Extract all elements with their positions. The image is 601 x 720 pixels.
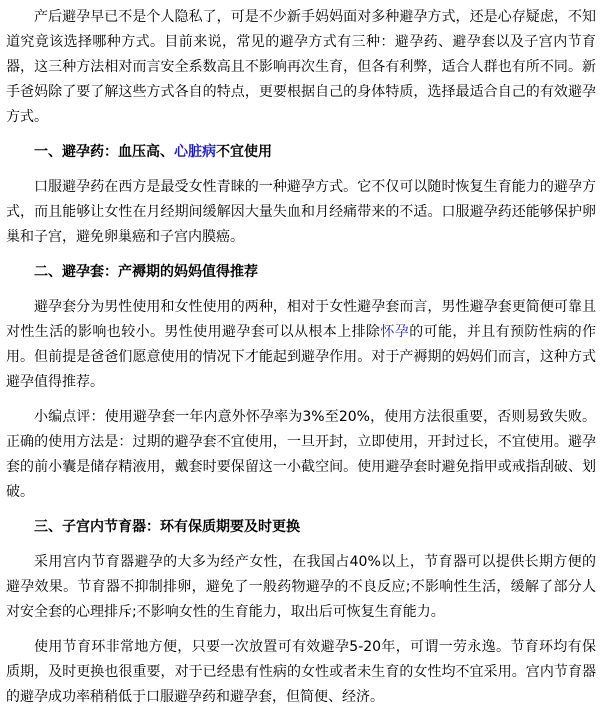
link-heart-disease[interactable]: 心脏病 bbox=[174, 144, 216, 160]
paragraph-text: 避孕套分为男性使用和女性使用的两种，相对于女性避孕套而言，男性避孕套更简便可靠且对性生活的影响也较小。男性使用避孕套可以从根本上排除 bbox=[6, 299, 596, 340]
pill-paragraph: 口服避孕药在西方是最受女性青睐的一种避孕方式。它不仅可以随时恢复生育能力的避孕方式，而且能够让女性在月经期间缓解因大量失血和月经痛带来的不适。口服避孕药还能够保护卵巢和子宫，避免卵巢癌和子宫内膜癌。 bbox=[6, 179, 596, 245]
section-heading-iud: 三、子宫内节育器：环有保质期要及时更换 bbox=[34, 519, 300, 535]
heading-text: 不宜使用 bbox=[216, 144, 272, 160]
iud-paragraph-2: 使用节育环非常地方便，只要一次放置可有效避孕5-20年，可谓一劳永逸。节育环均有保质期，及时更换也很重要，对于已经患有性病的女性或者未生育的女性均不宜采用。宫内节育器的避孕成功率稍稍低于口服避孕药和避孕套，但简便、经济。 bbox=[6, 639, 596, 705]
section-heading-pill bbox=[6, 140, 596, 165]
section-heading-condom: 二、避孕套：产褥期的妈妈值得推荐 bbox=[34, 264, 258, 280]
paragraph-text: 的可能，并且有预防性病的作用。但前提是爸爸们愿意使用的情况下才能起到避孕作用。对于产褥期的妈妈们而言，这种方式避孕值得推荐。 bbox=[6, 324, 597, 390]
intro-paragraph: 产后避孕早已不是个人隐私了，可是不少新手妈妈面对多种避孕方式，还是心存疑虑，不知道究竟该选择哪种方式。目前来说，常见的避孕方式有三种：避孕药、避孕套以及子宫内节育器，这三种方法相对而言安全系数高且不影响再次生育，但各有利弊，适合人群也有所不同。新手爸妈除了要了解这些方式各自的特点，更要根据自己的身体特质，选择最适合自己的有效避孕方式。 bbox=[6, 9, 596, 125]
condom-paragraph bbox=[6, 295, 596, 395]
iud-paragraph-1: 采用宫内节育器避孕的大多为经产女性，在我国占40%以上，节育器可以提供长期方便的避孕效果。节育器不抑制排卵，避免了一般药物避孕的不良反应;不影响性生活，缓解了部分人对安全套的心理排斥;不影响女性的生育能力，取出后可恢复生育能力。 bbox=[6, 554, 596, 620]
editor-comment-paragraph: 小编点评：使用避孕套一年内意外怀孕率为3%至20%，使用方法很重要，否则易致失败。正确的使用方法是：过期的避孕套不宜使用，一旦开封，立即使用，开封过长，不宜使用。避孕套的前小囊是储存精液用，戴套时要保留这一小截空间。使用避孕套时避免指甲或戒指刮破、划破。 bbox=[6, 409, 596, 500]
heading-text: 一、避孕药：血压高、 bbox=[34, 144, 174, 160]
link-pregnancy[interactable]: 怀孕 bbox=[380, 324, 410, 340]
article-body bbox=[6, 5, 596, 720]
